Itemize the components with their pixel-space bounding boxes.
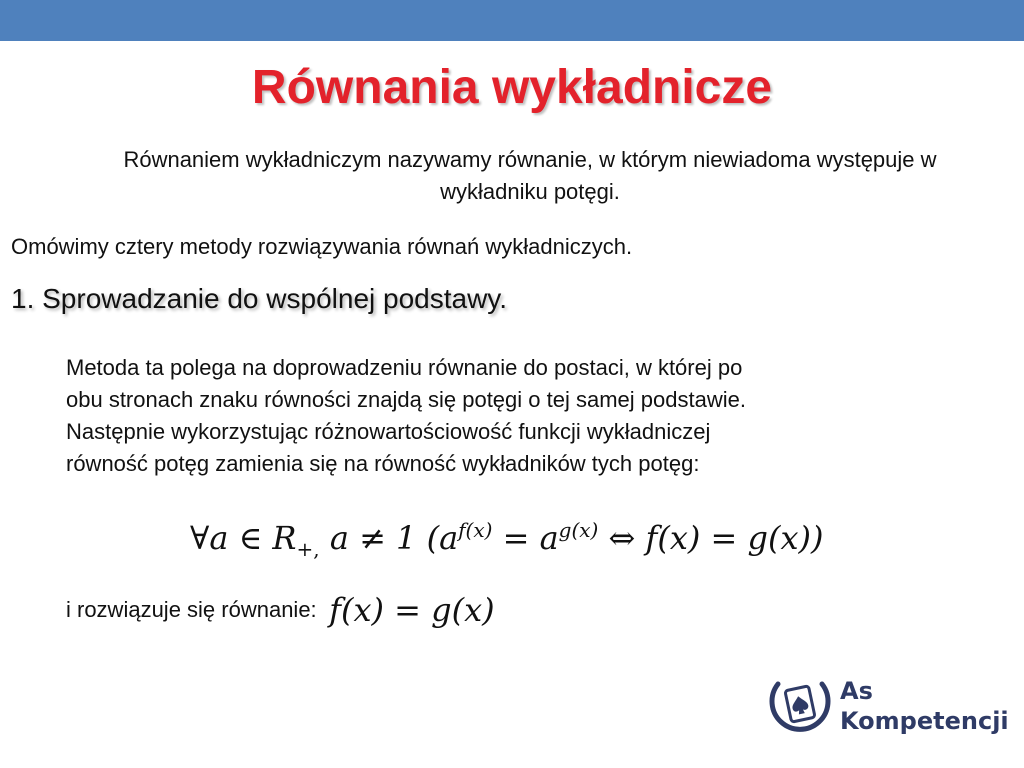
top-bar	[0, 0, 1024, 41]
formula-in: ∈	[228, 519, 273, 557]
formula-set: R	[272, 519, 297, 557]
formula-exp1: f(x)	[458, 518, 493, 543]
logo	[768, 672, 1009, 748]
description-line: równość potęg zamienia się na równość wykładników tych potęg:	[66, 451, 700, 476]
solve-row	[66, 590, 495, 630]
logo-line-2: Kompetencji	[840, 707, 1009, 735]
formula-rhs: f(x) = g(x))	[645, 519, 824, 557]
main-formula	[190, 512, 824, 564]
formula-eq: =	[492, 519, 540, 557]
spade-card-icon	[768, 674, 832, 744]
logo-line-1: As	[840, 677, 873, 705]
method-heading: 1. Sprowadzanie do wspólnej podstawy.	[11, 283, 508, 314]
description-line: obu stronach znaku równości znajdą się potęgi o tej samej podstawie.	[66, 387, 746, 412]
formula-base1: a	[439, 519, 459, 557]
method-description	[66, 352, 966, 480]
formula-set-sub: +,	[296, 537, 320, 562]
formula-forall: ∀	[190, 519, 210, 557]
formula-exp2: g(x)	[558, 518, 599, 543]
logo-text	[840, 676, 1009, 736]
formula-var: a	[209, 519, 229, 557]
formula-neq: a ≠ 1 (	[319, 519, 440, 557]
slide-title: Równania wykładnicze	[251, 61, 773, 114]
formula-iff: ⇔	[598, 519, 646, 557]
formula-base2: a	[539, 519, 559, 557]
solve-label: i rozwiązuje się równanie:	[66, 597, 317, 622]
intro-text: Omówimy cztery metody rozwiązywania równań wykładniczych.	[11, 234, 633, 259]
solve-equation: f(x) = g(x)	[329, 591, 495, 629]
description-line: Metoda ta polega na doprowadzeniu równanie do postaci, w której po	[66, 355, 743, 380]
definition-text: Równaniem wykładniczym nazywamy równanie, w którym niewiadoma występuje w wykładniku potęgi.	[123, 147, 937, 204]
description-line: Następnie wykorzystując różnowartościowość funkcji wykładniczej	[66, 419, 711, 444]
